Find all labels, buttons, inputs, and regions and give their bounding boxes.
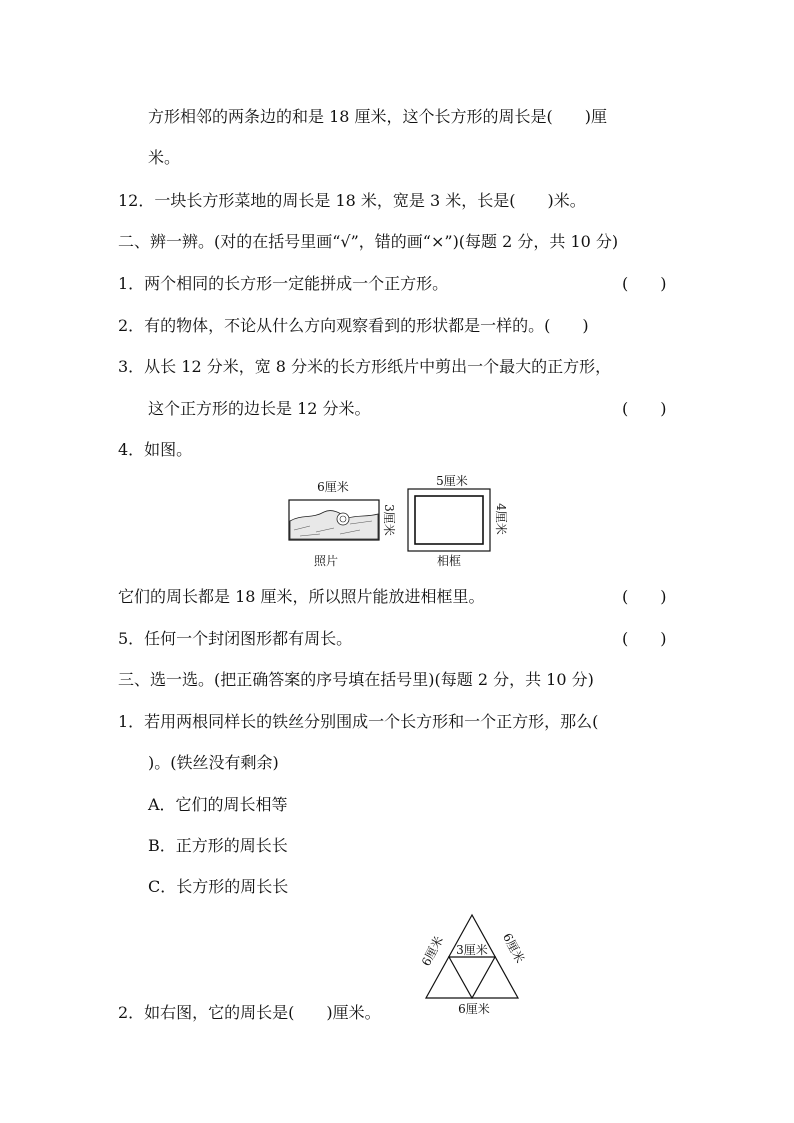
judge-2: 2．有的物体，不论从什么方向观察看到的形状都是一样的。( ) [118,316,589,335]
judge-5-paren[interactable]: ( ) [622,629,667,648]
photo-sun [337,513,349,525]
judge-5: 5．任何一个封闭图形都有周长。 [118,629,353,648]
triangle-left-label: 6厘米 [418,933,447,969]
frame-caption: 相框 [436,554,462,568]
choice-1-option-c[interactable]: C．长方形的周长长 [148,877,289,896]
triangle-inner-label: 3厘米 [456,943,488,957]
triangle-bottom-label: 6厘米 [458,1002,490,1016]
frame-width-label: 5厘米 [436,474,468,488]
photo-height-label: 3厘米 [382,504,396,536]
choice-2: 2．如右图，它的周长是( )厘米。 [118,1003,381,1022]
judge-3-line2: 这个正方形的边长是 12 分米。 [148,399,371,418]
line-q11-cont: 方形相邻的两条边的和是 18 厘米，这个长方形的周长是( )厘 [148,107,608,126]
judge-4-paren[interactable]: ( ) [622,587,667,606]
frame-height-label: 4厘米 [494,503,508,535]
question-12: 12．一块长方形菜地的周长是 18 米，宽是 3 米，长是( )米。 [118,191,586,210]
section-2-title: 二、辨一辨。(对的在括号里画“√”，错的画“×”)(每题 2 分，共 10 分) [118,232,619,251]
choice-1-option-a[interactable]: A．它们的周长相等 [148,795,288,814]
photo-width-label: 6厘米 [317,480,349,494]
judge-4: 4．如图。 [118,440,193,459]
frame-inner [415,496,483,544]
frame-figure [405,472,515,572]
photo-caption: 照片 [313,554,339,568]
judge-4-statement: 它们的周长都是 18 厘米，所以照片能放进相框里。 [118,587,485,606]
triangle-right-label: 6厘米 [499,930,528,966]
judge-3-paren[interactable]: ( ) [622,399,667,418]
triangle-figure [418,910,532,1020]
photo-figure [280,474,402,570]
choice-1-option-b[interactable]: B．正方形的周长长 [148,836,288,855]
section-3-title: 三、选一选。(把正确答案的序号填在括号里)(每题 2 分，共 10 分) [118,670,594,689]
line-q11-end: 米。 [148,148,181,167]
choice-1-line1: 1．若用两根同样长的铁丝分别围成一个长方形和一个正方形，那么( [118,712,599,731]
choice-1-line2: )。(铁丝没有剩余) [148,753,279,772]
judge-3-line1: 3．从长 12 分米，宽 8 分米的长方形纸片中剪出一个最大的正方形， [118,357,612,376]
judge-1-paren[interactable]: ( ) [622,274,667,293]
judge-1: 1．两个相同的长方形一定能拼成一个正方形。 [118,274,449,293]
